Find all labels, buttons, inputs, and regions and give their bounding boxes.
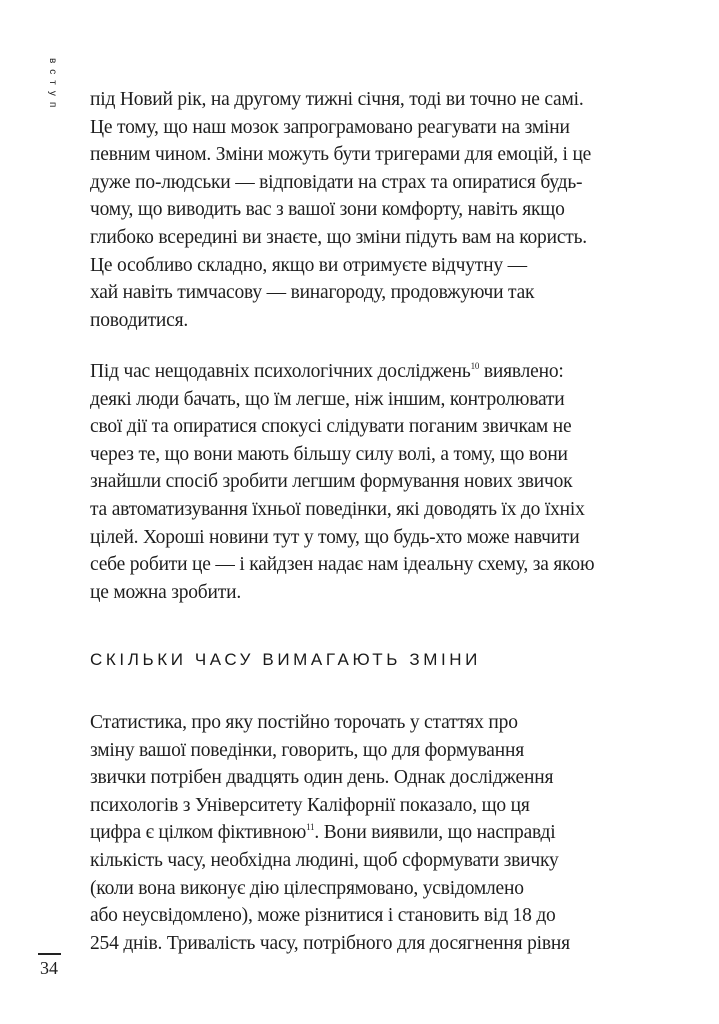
text-line bbox=[90, 279, 650, 307]
paragraph-1 bbox=[90, 86, 650, 334]
paragraph-2 bbox=[90, 358, 650, 606]
line-text: знайшли спосіб зробити легшим формування нових звичок bbox=[90, 471, 573, 493]
running-head: вступ bbox=[47, 58, 58, 114]
section-heading: СКІЛЬКИ ЧАСУ ВИМАГАЮТЬ ЗМІНИ bbox=[90, 650, 481, 669]
text-line bbox=[90, 441, 650, 469]
text-line bbox=[90, 764, 650, 792]
text-line bbox=[90, 551, 650, 579]
text-line bbox=[90, 468, 650, 496]
text-line bbox=[90, 819, 650, 847]
line-text: Це тому, що наш мозок запрограмовано реагувати на зміни bbox=[90, 116, 570, 138]
line-text: 254 днів. Тривалість часу, потрібного для досягнення рівня bbox=[90, 932, 570, 954]
line-text: виявлено: bbox=[479, 361, 564, 382]
text-line bbox=[90, 224, 650, 252]
line-text: глибоко всередині ви знаєте, що зміни підуть вам на користь. bbox=[90, 226, 587, 248]
text-line bbox=[90, 114, 650, 142]
line-text: свої дії та опиратися спокусі слідувати поганим звичкам не bbox=[90, 416, 572, 438]
text-line bbox=[90, 902, 650, 930]
line-text: та автоматизування їхньої поведінки, які доводять їх до їхніх bbox=[90, 498, 585, 520]
line-text: певним чином. Зміни можуть бути тригерами для емоцій, і це bbox=[90, 144, 592, 166]
page-number-rule bbox=[38, 953, 61, 955]
line-text: поводитися. bbox=[90, 309, 189, 331]
line-text: Під час нещодавніх психологічних досліджень bbox=[90, 361, 471, 382]
line-text: (коли вона виконує дію цілеспрямовано, усвідомлено bbox=[90, 877, 524, 899]
text-line bbox=[90, 847, 650, 875]
text-line bbox=[90, 358, 650, 386]
text-line bbox=[90, 307, 650, 335]
text-line bbox=[90, 169, 650, 197]
text-line bbox=[90, 524, 650, 552]
line-text: цілей. Хороші новини тут у тому, що будь-хто може навчити bbox=[90, 526, 580, 548]
paragraph-3 bbox=[90, 709, 650, 957]
text-line bbox=[90, 413, 650, 441]
footnote-reference[interactable]: 11 bbox=[306, 822, 315, 833]
text-line bbox=[90, 386, 650, 414]
line-text: звички потрібен двадцять один день. Однак дослідження bbox=[90, 767, 554, 789]
line-text: хай навіть тимчасову — винагороду, продовжуючи так bbox=[90, 282, 535, 304]
line-text: Це особливо складно, якщо ви отримуєте відчутну — bbox=[90, 254, 527, 276]
line-text: Статистика, про яку постійно торочать у статтях про bbox=[90, 712, 518, 733]
line-text: дуже по-людськи — відповідати на страх та опиратися будь- bbox=[90, 171, 583, 193]
line-text: під Новий рік, на другому тижні січня, тоді ви точно не самі. bbox=[90, 89, 584, 110]
line-text: цифра є цілком фіктивною bbox=[90, 822, 307, 844]
text-line bbox=[90, 86, 650, 114]
line-text: через те, що вони мають більшу силу волі, а тому, що вони bbox=[90, 443, 568, 465]
text-line bbox=[90, 141, 650, 169]
text-line bbox=[90, 875, 650, 903]
text-line bbox=[90, 196, 650, 224]
text-line bbox=[90, 579, 650, 607]
text-line bbox=[90, 792, 650, 820]
text-line bbox=[90, 709, 650, 737]
line-text: це можна зробити. bbox=[90, 581, 242, 603]
page-number: 34 bbox=[40, 958, 58, 978]
line-text: психологів з Університету Каліфорнії показало, що ця bbox=[90, 794, 530, 816]
line-text: чому, що виводить вас з вашої зони комфорту, навіть якщо bbox=[90, 199, 565, 221]
text-line bbox=[90, 252, 650, 280]
line-text: деякі люди бачать, що їм легше, ніж іншим, контролювати bbox=[90, 388, 565, 410]
line-text: кількість часу, необхідна людині, щоб сформувати звичку bbox=[90, 849, 559, 871]
footnote-reference[interactable]: 10 bbox=[470, 361, 480, 371]
text-line bbox=[90, 737, 650, 765]
line-text: зміну вашої поведінки, говорить, що для формування bbox=[90, 739, 524, 761]
line-text: себе робити це — і кайдзен надає нам ідеальну схему, за якою bbox=[90, 554, 595, 576]
line-text: . Вони виявили, що насправді bbox=[314, 822, 556, 844]
text-line bbox=[90, 496, 650, 524]
line-text: або неусвідомлено), може різнитися і становить від 18 до bbox=[90, 905, 556, 927]
text-line bbox=[90, 930, 650, 958]
